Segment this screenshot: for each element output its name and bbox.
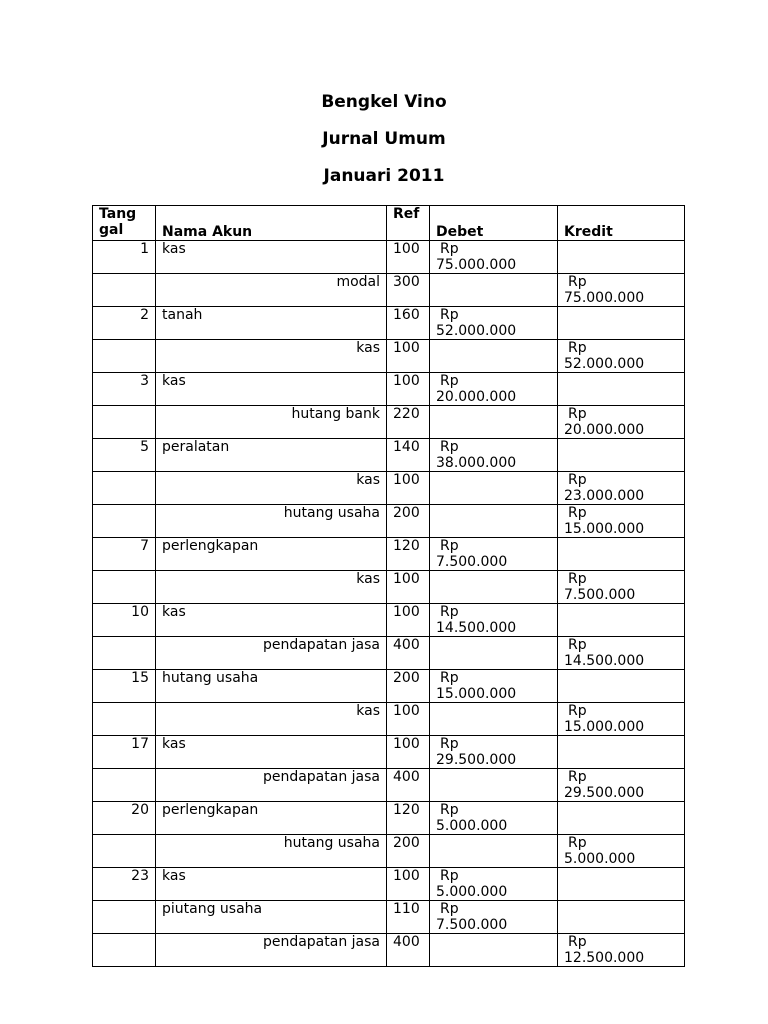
cell-kredit — [558, 340, 685, 373]
cell-kredit — [558, 736, 685, 769]
cell-debet — [430, 439, 558, 472]
currency-label: Rp — [440, 802, 459, 818]
cell-nama-akun: kas — [156, 604, 387, 637]
cell-debet — [430, 472, 558, 505]
cell-kredit — [558, 934, 685, 967]
currency-label: Rp — [568, 340, 587, 356]
amount-value: 52.000.000 — [564, 356, 645, 372]
period-label: Januari 2011 — [323, 166, 445, 186]
cell-nama-akun: peralatan — [156, 439, 387, 472]
currency-label: Rp — [440, 307, 459, 323]
cell-ref: 140 — [387, 439, 430, 472]
table-row — [93, 472, 685, 505]
cell-nama-akun: kas — [156, 340, 387, 373]
cell-tanggal: 23 — [93, 868, 156, 901]
cell-tanggal: 1 — [93, 241, 156, 274]
column-header-tanggal — [93, 206, 156, 241]
amount-value: 75.000.000 — [436, 257, 517, 273]
table-row — [93, 373, 685, 406]
currency-label: Rp — [440, 670, 459, 686]
cell-debet — [430, 373, 558, 406]
cell-ref: 200 — [387, 835, 430, 868]
currency-label: Rp — [440, 538, 459, 554]
cell-debet — [430, 505, 558, 538]
cell-tanggal — [93, 703, 156, 736]
currency-label: Rp — [568, 703, 587, 719]
column-header-kredit: Kredit — [558, 206, 685, 241]
currency-label: Rp — [568, 505, 587, 521]
table-row — [93, 274, 685, 307]
cell-debet — [430, 703, 558, 736]
table-row — [93, 868, 685, 901]
cell-nama-akun: hutang usaha — [156, 505, 387, 538]
cell-nama-akun: pendapatan jasa — [156, 934, 387, 967]
cell-ref: 400 — [387, 637, 430, 670]
currency-label: Rp — [440, 736, 459, 752]
amount-value: 29.500.000 — [564, 785, 645, 801]
cell-debet — [430, 670, 558, 703]
cell-nama-akun: modal — [156, 274, 387, 307]
cell-debet — [430, 604, 558, 637]
currency-label: Rp — [568, 769, 587, 785]
cell-ref: 200 — [387, 670, 430, 703]
cell-nama-akun: perlengkapan — [156, 802, 387, 835]
cell-nama-akun: pendapatan jasa — [156, 769, 387, 802]
cell-ref: 300 — [387, 274, 430, 307]
cell-ref: 100 — [387, 703, 430, 736]
cell-debet — [430, 736, 558, 769]
cell-debet — [430, 340, 558, 373]
cell-tanggal — [93, 340, 156, 373]
cell-kredit — [558, 835, 685, 868]
cell-tanggal — [93, 274, 156, 307]
currency-label: Rp — [568, 472, 587, 488]
amount-value: 5.000.000 — [436, 884, 508, 900]
table-row — [93, 901, 685, 934]
table-row — [93, 670, 685, 703]
amount-value: 12.500.000 — [564, 950, 645, 966]
document-header — [0, 91, 768, 202]
currency-label: Rp — [568, 274, 587, 290]
cell-ref: 100 — [387, 472, 430, 505]
cell-tanggal: 15 — [93, 670, 156, 703]
cell-kredit — [558, 538, 685, 571]
currency-label: Rp — [440, 604, 459, 620]
table-row — [93, 604, 685, 637]
cell-tanggal — [93, 934, 156, 967]
column-header-ref: Ref — [387, 206, 430, 241]
amount-value: 15.000.000 — [564, 521, 645, 537]
cell-debet — [430, 637, 558, 670]
company-name: Bengkel Vino — [321, 92, 447, 112]
amount-value: 7.500.000 — [564, 587, 636, 603]
cell-kredit — [558, 571, 685, 604]
cell-kredit — [558, 406, 685, 439]
cell-nama-akun: kas — [156, 736, 387, 769]
cell-kredit — [558, 274, 685, 307]
cell-debet — [430, 868, 558, 901]
currency-label: Rp — [440, 868, 459, 884]
cell-kredit — [558, 505, 685, 538]
table-row — [93, 406, 685, 439]
amount-value: 7.500.000 — [436, 917, 508, 933]
column-header-akun: Nama Akun — [156, 206, 387, 241]
cell-kredit — [558, 307, 685, 340]
amount-value: 14.500.000 — [436, 620, 517, 636]
cell-ref: 100 — [387, 736, 430, 769]
amount-value: 5.000.000 — [564, 851, 636, 867]
journal-body — [93, 241, 685, 967]
cell-kredit — [558, 868, 685, 901]
cell-kredit — [558, 373, 685, 406]
cell-tanggal — [93, 901, 156, 934]
currency-label: Rp — [568, 637, 587, 653]
column-header-tanggal-line2: gal — [99, 222, 124, 238]
currency-label: Rp — [440, 439, 459, 455]
table-row — [93, 703, 685, 736]
cell-ref: 100 — [387, 373, 430, 406]
cell-ref: 100 — [387, 604, 430, 637]
cell-ref: 120 — [387, 538, 430, 571]
cell-nama-akun: kas — [156, 703, 387, 736]
cell-nama-akun: kas — [156, 472, 387, 505]
cell-tanggal — [93, 571, 156, 604]
column-header-tanggal-line1: Tang — [99, 206, 137, 222]
cell-tanggal: 17 — [93, 736, 156, 769]
cell-tanggal — [93, 505, 156, 538]
cell-tanggal: 10 — [93, 604, 156, 637]
table-row — [93, 769, 685, 802]
cell-ref: 100 — [387, 340, 430, 373]
cell-tanggal — [93, 835, 156, 868]
amount-value: 7.500.000 — [436, 554, 508, 570]
cell-nama-akun: kas — [156, 868, 387, 901]
table-row — [93, 340, 685, 373]
table-row — [93, 439, 685, 472]
cell-nama-akun: hutang bank — [156, 406, 387, 439]
cell-debet — [430, 769, 558, 802]
cell-kredit — [558, 637, 685, 670]
document-title: Jurnal Umum — [322, 129, 446, 149]
table-row — [93, 307, 685, 340]
cell-kredit — [558, 802, 685, 835]
amount-value: 15.000.000 — [436, 686, 517, 702]
amount-value: 75.000.000 — [564, 290, 645, 306]
cell-tanggal: 20 — [93, 802, 156, 835]
table-row — [93, 802, 685, 835]
cell-nama-akun: piutang usaha — [156, 901, 387, 934]
cell-kredit — [558, 901, 685, 934]
cell-kredit — [558, 241, 685, 274]
cell-kredit — [558, 703, 685, 736]
amount-value: 52.000.000 — [436, 323, 517, 339]
table-row — [93, 505, 685, 538]
cell-tanggal — [93, 769, 156, 802]
cell-nama-akun: tanah — [156, 307, 387, 340]
cell-ref: 400 — [387, 934, 430, 967]
amount-value: 23.000.000 — [564, 488, 645, 504]
cell-debet — [430, 901, 558, 934]
table-row — [93, 835, 685, 868]
cell-kredit — [558, 439, 685, 472]
cell-debet — [430, 835, 558, 868]
cell-ref: 220 — [387, 406, 430, 439]
cell-ref: 200 — [387, 505, 430, 538]
cell-tanggal: 5 — [93, 439, 156, 472]
cell-kredit — [558, 769, 685, 802]
currency-label: Rp — [440, 901, 459, 917]
cell-kredit — [558, 604, 685, 637]
table-row — [93, 538, 685, 571]
table-row — [93, 736, 685, 769]
cell-ref: 100 — [387, 241, 430, 274]
cell-tanggal — [93, 472, 156, 505]
table-row — [93, 241, 685, 274]
amount-value: 20.000.000 — [564, 422, 645, 438]
cell-debet — [430, 274, 558, 307]
currency-label: Rp — [568, 934, 587, 950]
cell-nama-akun: hutang usaha — [156, 670, 387, 703]
cell-debet — [430, 241, 558, 274]
cell-nama-akun: hutang usaha — [156, 835, 387, 868]
currency-label: Rp — [568, 835, 587, 851]
column-header-debet: Debet — [430, 206, 558, 241]
cell-debet — [430, 538, 558, 571]
table-row — [93, 637, 685, 670]
cell-ref: 100 — [387, 571, 430, 604]
cell-ref: 400 — [387, 769, 430, 802]
currency-label: Rp — [440, 373, 459, 389]
cell-debet — [430, 571, 558, 604]
amount-value: 29.500.000 — [436, 752, 517, 768]
amount-value: 14.500.000 — [564, 653, 645, 669]
cell-nama-akun: pendapatan jasa — [156, 637, 387, 670]
cell-tanggal — [93, 406, 156, 439]
journal-table — [92, 205, 685, 967]
currency-label: Rp — [568, 571, 587, 587]
cell-ref: 160 — [387, 307, 430, 340]
table-row — [93, 934, 685, 967]
cell-nama-akun: kas — [156, 571, 387, 604]
cell-ref: 110 — [387, 901, 430, 934]
currency-label: Rp — [568, 406, 587, 422]
cell-debet — [430, 802, 558, 835]
amount-value: 38.000.000 — [436, 455, 517, 471]
amount-value: 5.000.000 — [436, 818, 508, 834]
cell-tanggal: 7 — [93, 538, 156, 571]
cell-tanggal — [93, 637, 156, 670]
cell-nama-akun: perlengkapan — [156, 538, 387, 571]
cell-tanggal: 2 — [93, 307, 156, 340]
cell-ref: 100 — [387, 868, 430, 901]
cell-nama-akun: kas — [156, 373, 387, 406]
cell-tanggal: 3 — [93, 373, 156, 406]
cell-kredit — [558, 472, 685, 505]
currency-label: Rp — [440, 241, 459, 257]
table-row — [93, 571, 685, 604]
cell-kredit — [558, 670, 685, 703]
cell-nama-akun: kas — [156, 241, 387, 274]
table-header-row — [93, 206, 685, 241]
amount-value: 15.000.000 — [564, 719, 645, 735]
cell-ref: 120 — [387, 802, 430, 835]
amount-value: 20.000.000 — [436, 389, 517, 405]
cell-debet — [430, 406, 558, 439]
cell-debet — [430, 934, 558, 967]
cell-debet — [430, 307, 558, 340]
